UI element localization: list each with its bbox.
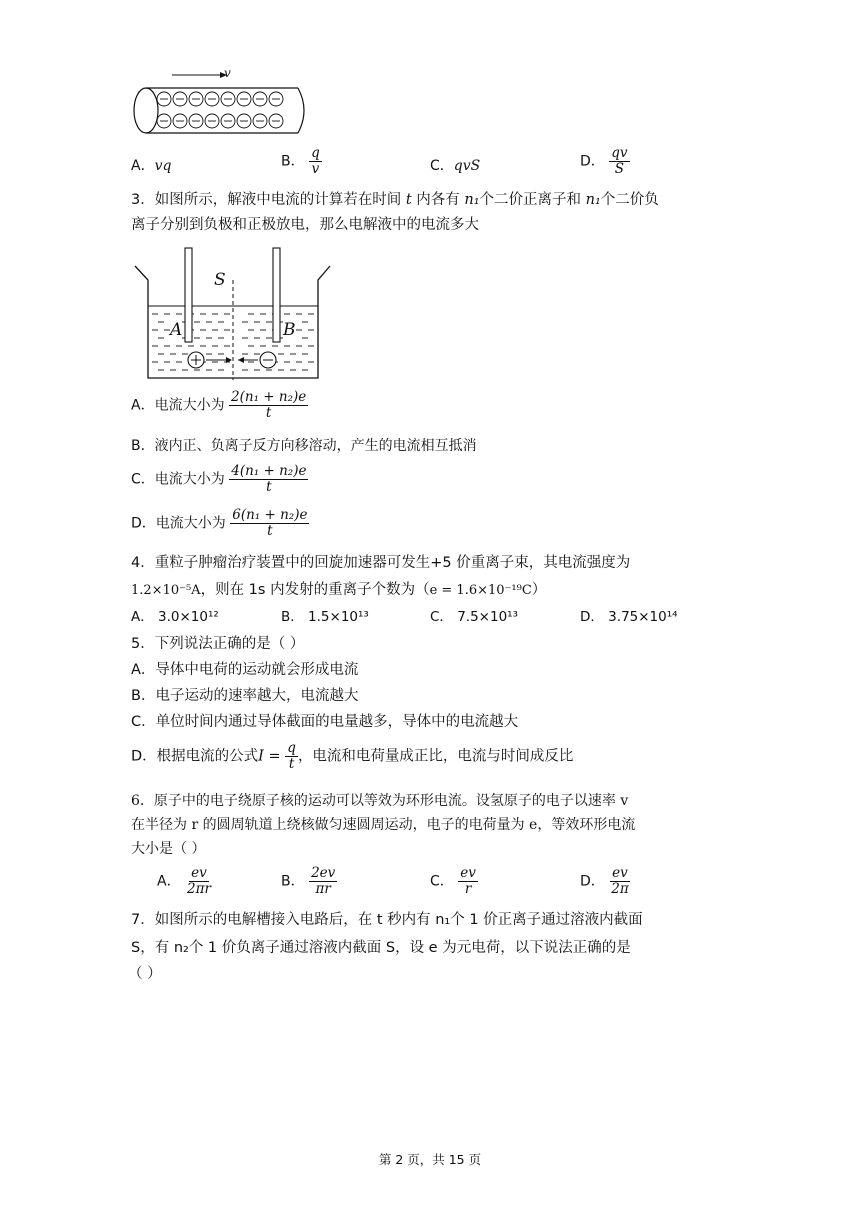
- q5-option-c[interactable]: C．单位时间内通过导体截面的电量越多，导体中的电流越大: [131, 714, 519, 730]
- q3-option-d[interactable]: D．电流大小为 $\frac{\text{6(n₁ + n₂)e}}{t}$: [131, 507, 308, 539]
- q2-option-a[interactable]: A．vq: [131, 158, 172, 174]
- q5-stem: 5．下列说法正确的是（ ）: [131, 636, 305, 652]
- electrode-label-a: A: [170, 320, 183, 340]
- q6-c-fraction: $\frac{ev}{r}$: [460, 865, 476, 897]
- q3-option-a[interactable]: A．电流大小为 $\frac{\text{2(n₁ + n₂)e}}{t}$: [131, 389, 307, 421]
- q5-d-fraction: $\frac{q}{t}$: [287, 740, 296, 772]
- q4-option-d[interactable]: D． 3.75×10¹⁴: [580, 609, 678, 625]
- q4-stem-line1: 4．重粒子肿瘤治疗装置中的回旋加速器可发生+5 价重离子束，其电流强度为: [131, 555, 631, 571]
- q6-a-fraction: $\frac{ev}{2\pi r}$: [187, 865, 211, 897]
- q6-stem-line2: 在半径为 r 的圆周轨道上绕核做匀速圆周运动，电子的电荷量为 e，等效环形电流: [131, 817, 636, 833]
- q6-option-c[interactable]: C． $\frac{ev}{r}$: [430, 865, 476, 897]
- q4-option-b[interactable]: B． 1.5×10¹³: [281, 609, 369, 625]
- q3-d-fraction: $\frac{\text{6(n₁ + n₂)e}}{t}$: [232, 507, 308, 539]
- q6-d-fraction: $\frac{ev}{2\pi}$: [611, 865, 629, 897]
- q4-option-a[interactable]: A． 3.0×10¹²: [131, 609, 219, 625]
- q6-option-b[interactable]: B． $\frac{2ev}{\pi r}$: [281, 865, 336, 897]
- q3-c-fraction: $\frac{\text{4(n₁ + n₂)e}}{t}$: [231, 463, 307, 495]
- q6-option-d[interactable]: D． $\frac{ev}{2\pi}$: [580, 865, 629, 897]
- q2-option-c[interactable]: C．qvS: [430, 158, 481, 174]
- q4-stem-line2: 1.2×10⁻⁵A，则在 1s 内发射的重离子个数为（e = 1.6×10⁻¹⁹C）: [131, 582, 547, 598]
- q3-a-fraction: $\frac{\text{2(n₁ + n₂)e}}{t}$: [231, 389, 307, 421]
- q3-option-b[interactable]: B．液内正、负离子反方向移溶动，产生的电流相互抵消: [131, 438, 477, 454]
- q5-option-b[interactable]: B．电子运动的速率越大，电流越大: [131, 688, 359, 704]
- q5-option-a[interactable]: A．导体中电荷的运动就会形成电流: [131, 662, 359, 678]
- velocity-label: v: [224, 66, 231, 80]
- q6-option-a[interactable]: A． $\frac{ev}{2\pi r}$: [157, 865, 211, 897]
- q3-option-c[interactable]: C．电流大小为 $\frac{\text{4(n₁ + n₂)e}}{t}$: [131, 463, 307, 495]
- electrode-label-b: B: [283, 320, 296, 340]
- q5-option-d[interactable]: D．根据电流的公式I = $\frac{q}{t}$ ，电流和电荷量成正比，电流与时间成反比: [131, 740, 574, 772]
- section-label-s: S: [214, 270, 226, 290]
- electrolysis-cell-figure: [130, 244, 335, 384]
- q7-stem-line2: S，有 n₂个 1 价负离子通过溶液内截面 S，设 e 为元电荷，以下说法正确的是: [131, 940, 631, 956]
- q2-b-fraction: $\frac{q}{v}$: [311, 145, 320, 177]
- q6-stem-line1: 6．原子中的电子绕原子核的运动可以等效为环形电流。设氢原子的电子以速率 v: [131, 793, 629, 809]
- q6-stem-line3: 大小是（ ）: [131, 841, 206, 857]
- q6-b-fraction: $\frac{2ev}{\pi r}$: [311, 865, 336, 897]
- q7-stem-line3: （ ）: [128, 966, 162, 982]
- q2-option-b[interactable]: B． $\frac{q}{v}$: [281, 145, 320, 177]
- charged-tube-figure: [128, 68, 313, 138]
- q7-stem-line1: 7．如图所示的电解槽接入电路后，在 t 秒内有 n₁个 1 价正离子通过溶液内截面: [131, 912, 643, 928]
- q4-option-c[interactable]: C． 7.5×10¹³: [430, 609, 519, 625]
- q3-stem-line1: 3．如图所示，解液中电流的计算若在时间 t 内各有 n₁个二价正离子和 n₁个二价负: [131, 192, 659, 208]
- page-footer: 第 2 页，共 15 页: [378, 1152, 482, 1167]
- q3-stem-line2: 离子分别到负极和正极放电，那么电解液中的电流多大: [131, 217, 479, 233]
- q2-option-d[interactable]: D． $\frac{qv}{S}$: [580, 145, 628, 177]
- q2-d-fraction: $\frac{qv}{S}$: [611, 145, 628, 177]
